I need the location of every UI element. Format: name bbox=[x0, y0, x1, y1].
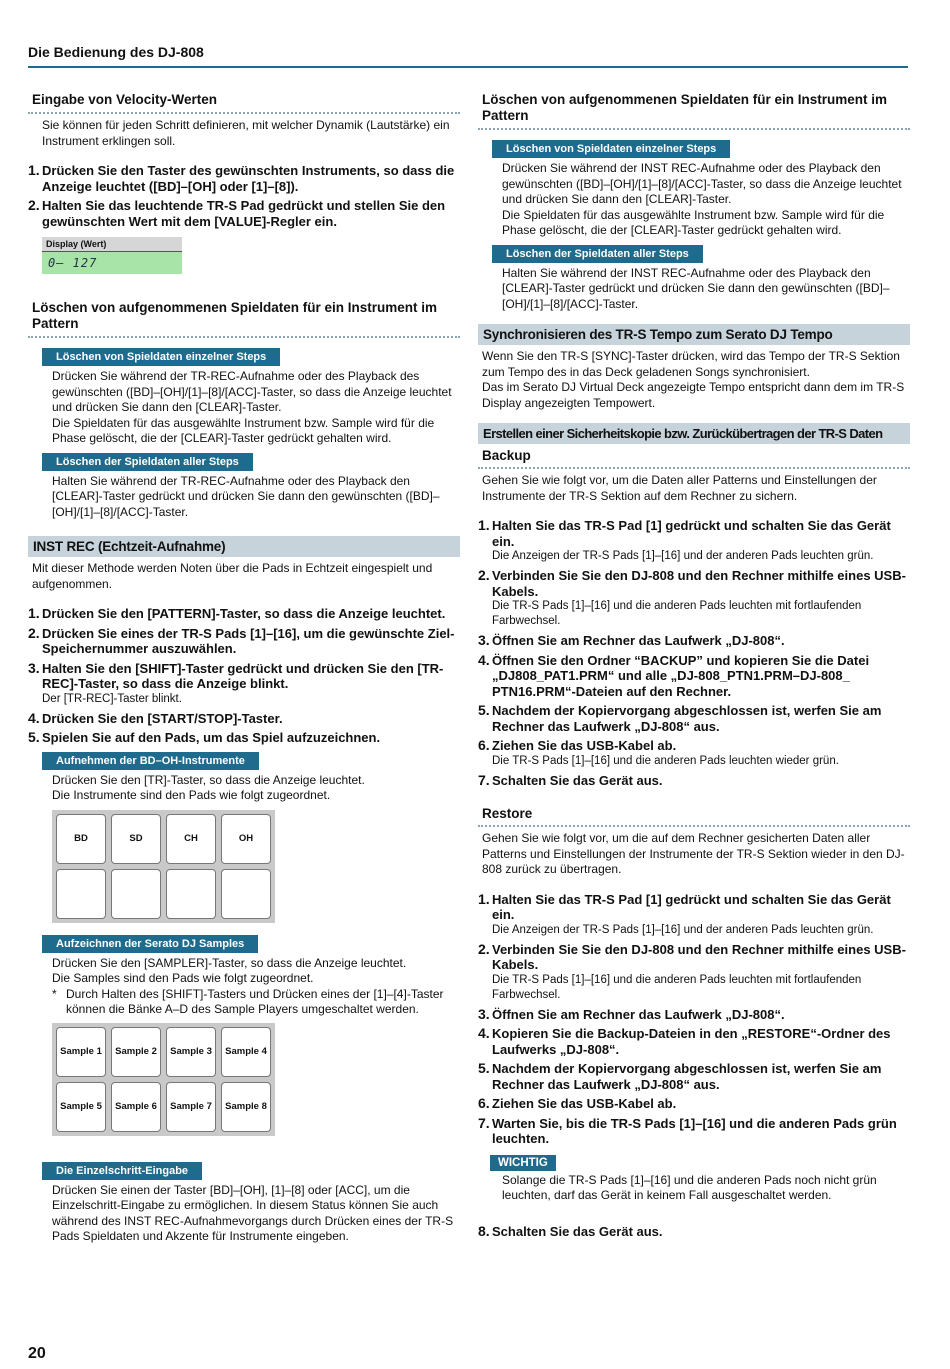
step-text: Ziehen Sie das USB-Kabel ab. bbox=[492, 1096, 677, 1111]
step-item bbox=[478, 703, 910, 734]
step-text: Schalten Sie das Gerät aus. bbox=[492, 772, 663, 788]
step-number: 6. bbox=[478, 1095, 490, 1111]
single-step-text: Drücken Sie einen der Taster [BD]–[OH], [1]–[8] oder [ACC], um die Einzelschritt-Eingabe zu ermöglichen. In diesem Status können Sie auch während des INST REC-Aufnahmevorgangs durch Drücken eines der TR-S Pads Spieldaten und Akzente für Instrumente eingeben. bbox=[52, 1182, 454, 1243]
pad: SD bbox=[111, 814, 161, 864]
inst-rec-heading: INST REC (Echtzeit-Aufnahme) bbox=[28, 536, 460, 557]
delete-single-text2: Die Spieldaten für das ausgewählte Instrument bzw. Sample wird für die Phase gelöscht, die der [CLEAR]-Taster gedrückt gehalten wird. bbox=[52, 415, 435, 445]
step-number: 2. bbox=[28, 197, 40, 213]
step-text: Verbinden Sie Sie den DJ-808 und den Rechner mithilfe eines USB-Kabels. bbox=[492, 568, 906, 599]
step-text: Drücken Sie den [START/STOP]-Taster. bbox=[42, 710, 283, 726]
bd-oh-tag: Aufnehmen der BD–OH-Instrumente bbox=[42, 752, 259, 770]
delete-all-text: Halten Sie während der TR-REC-Aufnahme oder des Playback den [CLEAR]-Taster gedrückt und drücken Sie dann den gewünschten ([BD]–[OH]/[1]–[8]/[ACC]-Taster. bbox=[52, 473, 440, 519]
right-delete-heading: Löschen von aufgenommenen Spieldaten für ein Instrument im Pattern bbox=[478, 92, 910, 130]
sample-pad-grid bbox=[52, 1023, 275, 1136]
sampler-note-text: Durch Halten des [SHIFT]-Tasters und Drücken eines der [1]–[4]-Taster können die Bänke A–D des Sample Players umgeschaltet werden. bbox=[66, 986, 444, 1016]
right-column bbox=[478, 92, 910, 1239]
pad: BD bbox=[56, 814, 106, 864]
step-item bbox=[478, 518, 910, 549]
right-delete-all-tag: Löschen der Spieldaten aller Steps bbox=[492, 245, 703, 263]
step-item bbox=[478, 568, 910, 599]
backup-section-heading: Erstellen einer Sicherheitskopie bzw. Zurückübertragen der TR-S Daten bbox=[478, 423, 910, 444]
pad: CH bbox=[166, 814, 216, 864]
pad: Sample 6 bbox=[111, 1082, 161, 1132]
pad: Sample 2 bbox=[111, 1027, 161, 1077]
step-note: Die Anzeigen der TR-S Pads [1]–[16] und der anderen Pads leuchten grün. bbox=[492, 923, 874, 936]
step-number: 3. bbox=[478, 1005, 490, 1022]
sampler-note bbox=[28, 987, 460, 1017]
step-text: Verbinden Sie Sie den DJ-808 und den Rechner mithilfe eines USB-Kabels. bbox=[492, 941, 906, 972]
sync-text1: Wenn Sie den TR-S [SYNC]-Taster drücken, wird das Tempo der TR-S Sektion zum Tempo des in das Deck geladenen Songs synchronisiert. bbox=[482, 349, 900, 379]
restore-intro: Gehen Sie wie folgt vor, um die auf dem Rechner gesicherten Daten aller Patterns und Einstellungen der Instrumente der TR-S Sektion wieder in den DJ-808 zurück zu übertragen. bbox=[482, 831, 905, 876]
step-text: Drücken Sie den [PATTERN]-Taster, so dass die Anzeige leuchtet. bbox=[42, 606, 446, 621]
right-delete-single-text2: Die Spieldaten für das ausgewählte Instrument bzw. Sample wird für die Phase gelöscht, die der [CLEAR]-Taster gedrückt gehalten wird. bbox=[502, 207, 885, 237]
step-number: 5. bbox=[478, 1060, 490, 1076]
step-item bbox=[28, 163, 460, 194]
step-item bbox=[28, 606, 460, 622]
step-item bbox=[28, 730, 460, 746]
delete-heading: Löschen von aufgenommenen Spieldaten für ein Instrument im Pattern bbox=[28, 300, 460, 338]
sync-heading: Synchronisieren des TR-S Tempo zum Serato DJ Tempo bbox=[478, 324, 910, 345]
velocity-heading: Eingabe von Velocity-Werten bbox=[28, 92, 460, 114]
step-number: 3. bbox=[478, 632, 490, 648]
step-item bbox=[478, 1096, 910, 1112]
step-number: 2. bbox=[478, 940, 490, 957]
display-label: Display (Wert) bbox=[42, 237, 182, 252]
bd-pad-grid bbox=[52, 810, 275, 923]
right-delete-single-text1: Drücken Sie während der INST REC-Aufnahme oder des Playback den gewünschten ([BD]–[OH]/[1]–[8]/[ACC]-Taster, so dass die Anzeige leuchtet und drücken Sie dann den [CLEAR]-Taster. bbox=[502, 161, 902, 206]
page-title: Die Bedienung des DJ-808 bbox=[28, 44, 204, 60]
step-item bbox=[28, 661, 460, 692]
pad bbox=[221, 869, 271, 919]
step-item bbox=[478, 892, 910, 923]
single-step-tag: Die Einzelschritt-Eingabe bbox=[42, 1162, 202, 1180]
pad: Sample 7 bbox=[166, 1082, 216, 1132]
right-delete-all-text: Halten Sie während der INST REC-Aufnahme oder des Playback den [CLEAR]-Taster gedrückt und drücken Sie dann den gewünschten ([BD]–[OH]/[1]–[8]/[ACC]-Taster. bbox=[502, 265, 890, 311]
step-item bbox=[478, 1026, 910, 1057]
step-number: 1. bbox=[478, 890, 490, 907]
step-item bbox=[478, 1007, 910, 1023]
bd-oh-text1: Drücken Sie den [TR]-Taster, so dass die Anzeige leuchtet. bbox=[52, 772, 365, 787]
inst-steps bbox=[28, 606, 460, 746]
step-text: Schalten Sie das Gerät aus. bbox=[492, 1223, 663, 1239]
final-step bbox=[478, 1224, 910, 1240]
page-header bbox=[28, 40, 908, 68]
step-item bbox=[28, 711, 460, 727]
step-number: 1. bbox=[28, 605, 40, 621]
step-note: Die TR-S Pads [1]–[16] und die anderen Pads leuchten mit fortlaufenden Farbwechsel. bbox=[492, 600, 862, 627]
step-text: Öffnen Sie am Rechner das Laufwerk „DJ-808“. bbox=[492, 1006, 785, 1022]
step-number: 4. bbox=[478, 651, 490, 668]
right-delete-single-tag: Löschen von Spieldaten einzelner Steps bbox=[492, 140, 730, 158]
pad: Sample 4 bbox=[221, 1027, 271, 1077]
step-item bbox=[478, 1116, 910, 1147]
sampler-text2: Die Samples sind den Pads wie folgt zugeordnet. bbox=[52, 971, 314, 985]
step-text: Öffnen Sie am Rechner das Laufwerk „DJ-808“. bbox=[492, 633, 785, 648]
delete-single-tag: Löschen von Spieldaten einzelner Steps bbox=[42, 348, 280, 366]
step-number: 5. bbox=[478, 702, 490, 718]
step-number: 2. bbox=[478, 567, 490, 583]
step-item bbox=[478, 942, 910, 973]
step-note: Die Anzeigen der TR-S Pads [1]–[16] und der anderen Pads leuchten grün. bbox=[492, 550, 874, 562]
bd-oh-text2: Die Instrumente sind den Pads wie folgt zugeordnet. bbox=[52, 788, 331, 802]
wichtig-text: Solange die TR-S Pads [1]–[16] und die anderen Pads noch nicht grün leuchten, darf das Gerät in keinem Fall ausgeschaltet werden. bbox=[502, 1172, 877, 1202]
left-column bbox=[28, 92, 460, 1245]
velocity-intro: Sie können für jeden Schritt definieren, mit welcher Dynamik (Lautstärke) ein Instrument erklingen soll. bbox=[42, 118, 450, 148]
pad bbox=[111, 869, 161, 919]
pad bbox=[56, 869, 106, 919]
step-text: Kopieren Sie die Backup-Dateien in den „RESTORE“-Ordner des Laufwerks „DJ-808“. bbox=[492, 1026, 891, 1057]
step-item bbox=[28, 626, 460, 657]
step-number: 4. bbox=[28, 709, 40, 726]
step-text: Ziehen Sie das USB-Kabel ab. bbox=[492, 738, 677, 753]
step-number: 7. bbox=[478, 771, 490, 788]
step-text: Halten Sie das TR-S Pad [1] gedrückt und schalten Sie das Gerät ein. bbox=[492, 891, 891, 922]
step-number: 1. bbox=[478, 517, 490, 533]
delete-all-tag: Löschen der Spieldaten aller Steps bbox=[42, 453, 253, 471]
step-note: Die TR-S Pads [1]–[16] und die anderen Pads leuchten mit fortlaufenden Farbwechsel. bbox=[492, 973, 862, 1001]
step-text: Halten Sie den [SHIFT]-Taster gedrückt und drücken Sie den [TR-REC]-Taster, so dass die Anzeige blinkt. bbox=[42, 660, 444, 691]
pad: Sample 5 bbox=[56, 1082, 106, 1132]
step-item bbox=[28, 198, 460, 229]
pad: Sample 8 bbox=[221, 1082, 271, 1132]
step-item bbox=[478, 1061, 910, 1092]
step-text: Halten Sie das leuchtende TR-S Pad gedrückt und stellen Sie den gewünschten Wert mit dem [VALUE]-Regler ein. bbox=[42, 198, 446, 229]
pad: OH bbox=[221, 814, 271, 864]
velocity-steps bbox=[28, 163, 460, 229]
backup-steps bbox=[478, 518, 910, 788]
step-number: 8. bbox=[478, 1222, 490, 1239]
step-note: Die TR-S Pads [1]–[16] und die anderen Pads leuchten wieder grün. bbox=[492, 754, 839, 767]
step-text: Drücken Sie den Taster des gewünschten Instruments, so dass die Anzeige leuchtet ([BD]–[OH] oder [1]–[8]). bbox=[42, 163, 455, 194]
restore-heading: Restore bbox=[478, 806, 910, 827]
inst-rec-intro: Mit dieser Methode werden Noten über die Pads in Echtzeit eingespielt und aufgenommen. bbox=[32, 561, 433, 591]
step-number: 1. bbox=[28, 162, 40, 178]
display-box bbox=[42, 237, 182, 274]
asterisk-icon: * bbox=[52, 986, 57, 1001]
backup-intro: Gehen Sie wie folgt vor, um die Daten aller Patterns und Einstellungen der Instrumente der TR-S Sektion auf dem Rechner zu sichern. bbox=[482, 473, 877, 503]
display-value: 0– 127 bbox=[42, 252, 182, 274]
pad: Sample 1 bbox=[56, 1027, 106, 1077]
step-item bbox=[478, 738, 910, 754]
page-number: 20 bbox=[28, 1345, 46, 1362]
step-item bbox=[478, 773, 910, 789]
step-number: 6. bbox=[478, 737, 490, 753]
step-number: 3. bbox=[28, 659, 40, 676]
sampler-text1: Drücken Sie den [SAMPLER]-Taster, so dass die Anzeige leuchtet. bbox=[52, 955, 407, 970]
step-text: Halten Sie das TR-S Pad [1] gedrückt und schalten Sie das Gerät ein. bbox=[492, 518, 891, 549]
wichtig-badge: WICHTIG bbox=[490, 1155, 556, 1171]
step-text: Spielen Sie auf den Pads, um das Spiel aufzuzeichnen. bbox=[42, 730, 381, 745]
restore-steps bbox=[478, 892, 910, 1147]
step-text: Nachdem der Kopiervorgang abgeschlossen ist, werfen Sie am Rechner das Laufwerk „DJ-808“ aus. bbox=[492, 1061, 882, 1092]
step-number: 7. bbox=[478, 1114, 490, 1131]
step-text: Nachdem der Kopiervorgang abgeschlossen ist, werfen Sie am Rechner das Laufwerk „DJ-808“ aus. bbox=[492, 703, 882, 734]
sampler-tag: Aufzeichnen der Serato DJ Samples bbox=[42, 935, 258, 953]
step-item bbox=[478, 653, 910, 700]
step-text: Drücken Sie eines der TR-S Pads [1]–[16], um die gewünschte Ziel-Speichernummer auszuwählen. bbox=[42, 625, 455, 656]
backup-heading: Backup bbox=[478, 448, 910, 469]
step-text: Warten Sie, bis die TR-S Pads [1]–[16] und die anderen Pads grün leuchten. bbox=[492, 1115, 897, 1146]
step-number: 5. bbox=[28, 729, 40, 745]
step-text: Öffnen Sie den Ordner “BACKUP” und kopieren Sie die Datei „DJ808_PAT1.PRM“ und alle „DJ-808_PTN1.PRM–DJ-808_ PTN16.PRM“-Dateien auf den Rechner. bbox=[492, 652, 870, 699]
sync-text2: Das im Serato DJ Virtual Deck angezeigte Tempo entspricht dann dem im TR-S Display angezeigten Tempowert. bbox=[482, 380, 905, 410]
step-number: 2. bbox=[28, 624, 40, 641]
step-note: Der [TR-REC]-Taster blinkt. bbox=[42, 692, 182, 705]
pad: Sample 3 bbox=[166, 1027, 216, 1077]
delete-single-text1: Drücken Sie während der TR-REC-Aufnahme oder des Playback des gewünschten ([BD]–[OH]/[1]–[8]/[ACC]-Taster, so dass die Anzeige leuchtet und drücken Sie dann den [CLEAR]-Taster. bbox=[52, 369, 452, 414]
step-number: 4. bbox=[478, 1025, 490, 1041]
step-item bbox=[478, 633, 910, 649]
pad bbox=[166, 869, 216, 919]
